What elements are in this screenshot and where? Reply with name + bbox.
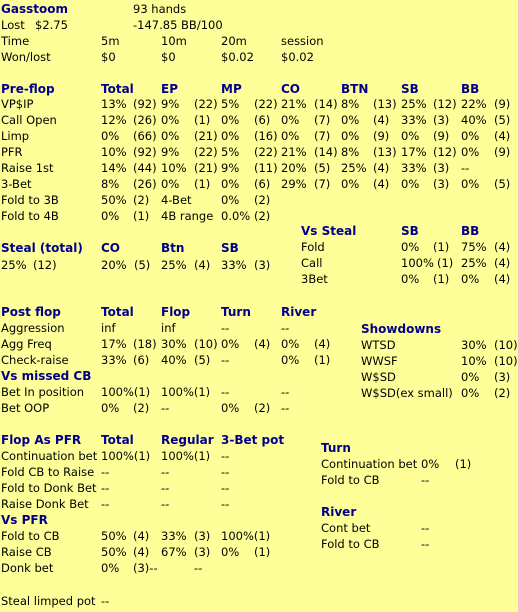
stat-count: (5) <box>194 353 211 367</box>
stat-value: 0% <box>401 129 420 143</box>
preflop-row-label: PFR <box>1 145 23 159</box>
stat-count: (3) <box>433 177 450 191</box>
stat-value: 40% <box>161 353 187 367</box>
stat-count: (1) <box>254 545 271 559</box>
stat-value: 67% <box>161 545 187 559</box>
stat-count: (4) <box>494 240 511 254</box>
stat-count: (1) <box>194 113 211 127</box>
vs-pfr-row-label: Raise CB <box>1 545 52 559</box>
stat-value: 0% <box>281 129 300 143</box>
vs-pfr-row-label: Donk bet <box>1 561 54 575</box>
stat-count: (3) <box>494 370 511 384</box>
stat-count: (66) <box>133 129 157 143</box>
stat-count: (3) <box>194 545 211 559</box>
flop-pfr-row-label: Fold to Donk Bet <box>1 481 97 495</box>
stat-count: (12) <box>433 97 457 111</box>
stat-count: (9) <box>433 129 450 143</box>
stat-value: 40% <box>461 113 487 127</box>
stat-value: 0% <box>101 209 120 223</box>
river-row-label: Cont bet <box>321 521 371 535</box>
vs-steal-col-bb: BB <box>461 224 480 238</box>
stat-count: (4) <box>254 337 271 351</box>
stat-value: 21% <box>281 145 307 159</box>
stat-count: (1) <box>314 353 331 367</box>
preflop-row-label: Fold to 3B <box>1 193 59 207</box>
preflop-row-label: Fold to 4B <box>1 209 59 223</box>
stat-value: 25% <box>401 97 427 111</box>
stat-value: 12% <box>101 113 127 127</box>
postflop-col-river: River <box>281 305 317 319</box>
stat-count: (5) <box>494 113 511 127</box>
stat-count: (11) <box>254 161 278 175</box>
stat-value: 9% <box>161 145 180 159</box>
stat-count: (7) <box>314 113 331 127</box>
stat-value: -- <box>161 465 170 479</box>
stat-value: 10% <box>161 161 187 175</box>
stat-count: (4) <box>494 129 511 143</box>
stat-value: 5% <box>221 97 240 111</box>
stat-value: -- <box>461 161 470 175</box>
stat-count: (3) <box>433 113 450 127</box>
stat-count: (1) <box>433 240 450 254</box>
stat-value: -- <box>161 497 170 511</box>
flop-pfr-row-label: Fold CB to Raise <box>1 465 95 479</box>
turn-row-label: Fold to CB <box>321 473 380 487</box>
stat-count: (10) <box>494 338 518 352</box>
stat-count: (6) <box>254 113 271 127</box>
stat-count: (2) <box>494 386 511 400</box>
steal-title: Steal (total) <box>1 241 83 255</box>
preflop-row-label: Limp <box>1 129 30 143</box>
stat-value: 33% <box>101 353 127 367</box>
vs-steal-row-label: 3Bet <box>301 272 328 286</box>
stat-value: 0% <box>281 113 300 127</box>
stat-value: 0% <box>161 113 180 127</box>
postflop-row-label: Aggression <box>1 321 65 335</box>
vs-steal-row-label: Call <box>301 256 323 270</box>
stat-value: -- <box>281 401 290 415</box>
stat-value: 0% <box>221 193 240 207</box>
stat-count: (10) <box>494 354 518 368</box>
stat-value: -- <box>221 497 230 511</box>
stat-value: -- <box>221 385 230 399</box>
stat-count: (4) <box>314 337 331 351</box>
stat-value: -- <box>221 449 230 463</box>
flop-pfr-col-total: Total <box>101 433 134 447</box>
stat-count: (18) <box>133 337 157 351</box>
stat-value: 9% <box>161 97 180 111</box>
stat-value: 5% <box>221 145 240 159</box>
stat-value: 0% <box>281 353 300 367</box>
stat-value: 20% <box>281 161 307 175</box>
stat-value: 0.0% <box>221 209 251 223</box>
stat-value: 0% <box>221 113 240 127</box>
stat-count: (44) <box>133 161 157 175</box>
stat-value: -- <box>421 537 430 551</box>
stat-value: 8% <box>341 97 360 111</box>
showdown-row-label: WTSD <box>361 338 396 352</box>
stat-value: 25% <box>461 256 487 270</box>
stat-value: 29% <box>281 177 307 191</box>
hands-count: 93 hands <box>133 2 187 16</box>
steal-col-sb: SB <box>221 241 239 255</box>
stat-count: (4) <box>373 113 390 127</box>
preflop-col-btn: BTN <box>341 82 369 96</box>
stat-value: 0% <box>461 272 480 286</box>
stat-count: (10) <box>194 337 218 351</box>
stat-value: 0% <box>421 457 440 471</box>
stat-count: (4) <box>373 161 390 175</box>
steal-limped-label: Steal limped pot <box>1 594 96 608</box>
stat-value: 0% <box>281 337 300 351</box>
postflop-col-total: Total <box>101 305 134 319</box>
stat-value: 0% <box>221 129 240 143</box>
flop-pfr-title: Flop As PFR <box>1 433 82 447</box>
flop-pfr-col-3bet: 3-Bet pot <box>221 433 285 447</box>
stat-value: -- <box>101 497 110 511</box>
stat-count: (2) <box>254 193 271 207</box>
stat-count: (5) <box>134 258 151 272</box>
stat-count: (9) <box>373 129 390 143</box>
river-row-label: Fold to CB <box>321 537 380 551</box>
stat-count: (21) <box>194 161 218 175</box>
preflop-row-label: VP$IP <box>1 97 34 111</box>
postflop-col-turn: Turn <box>221 305 251 319</box>
stat-count: (4) <box>494 272 511 286</box>
stat-count: (3) <box>433 161 450 175</box>
stat-value: 100%(1) <box>101 385 151 399</box>
stat-value: 17% <box>401 145 427 159</box>
fourbet-range-label: 4B range <box>161 209 214 223</box>
stat-count: (7) <box>314 129 331 143</box>
stat-value: 50% <box>101 545 127 559</box>
stat-value: 0% <box>461 145 480 159</box>
time-label: Time <box>1 34 30 48</box>
stat-value: 0% <box>101 129 120 143</box>
stat-count: (1) <box>194 177 211 191</box>
stat-count: (26) <box>133 177 157 191</box>
stat-value: inf <box>161 321 176 335</box>
stat-count: (3) <box>254 258 271 272</box>
stat-count: (4) <box>494 256 511 270</box>
stat-value: inf <box>101 321 116 335</box>
stat-value: 10% <box>461 354 487 368</box>
stat-count: (1) <box>455 457 472 471</box>
preflop-col-ep: EP <box>161 82 178 96</box>
time-col-5m: 5m <box>101 34 120 48</box>
turn-title: Turn <box>321 441 351 455</box>
vs-steal-title: Vs Steal <box>301 224 357 238</box>
stat-count: (2) <box>254 401 271 415</box>
stat-value: 14% <box>101 161 127 175</box>
vs-steal-col-sb: SB <box>401 224 419 238</box>
stat-count: (5) <box>314 161 331 175</box>
stat-value: 100%(1) <box>161 449 211 463</box>
stat-count: (3) <box>194 529 211 543</box>
vs-pfr-title: Vs PFR <box>1 513 48 527</box>
stat-count: (7) <box>314 177 331 191</box>
stat-count: (14) <box>314 97 338 111</box>
stat-count: (13) <box>373 97 397 111</box>
stat-value: 0% <box>461 370 480 384</box>
stat-value: 33% <box>161 529 187 543</box>
stat-value: -- <box>221 353 230 367</box>
showdowns-title: Showdowns <box>361 322 442 336</box>
stat-value: 0% <box>461 129 480 143</box>
stat-count: (92) <box>133 97 157 111</box>
stat-value: 0% <box>401 177 420 191</box>
stat-count: (13) <box>373 145 397 159</box>
stat-value: 75% <box>461 240 487 254</box>
stat-value: -- <box>194 561 203 575</box>
stat-value: 100% <box>401 256 434 270</box>
stat-value: 0% <box>221 545 240 559</box>
missed-cb-row-label: Bet In position <box>1 385 85 399</box>
showdown-row-label: W$SD <box>361 370 396 384</box>
wonlost-10m: $0 <box>161 50 176 64</box>
stat-count: (4) <box>194 258 211 272</box>
missed-cb-title: Vs missed CB <box>1 369 92 383</box>
stat-value: 0% <box>221 401 240 415</box>
stat-value: 0% <box>101 561 120 575</box>
showdown-row-label: WWSF <box>361 354 398 368</box>
steal-limped-value: -- <box>101 594 110 608</box>
stat-value: 25% <box>161 258 187 272</box>
wonlost-session: $0.02 <box>281 50 314 64</box>
steal-col-co: CO <box>101 241 121 255</box>
stat-value: 0% <box>221 177 240 191</box>
stat-value: -- <box>421 521 430 535</box>
postflop-row-label: Check-raise <box>1 353 69 367</box>
stat-value: 0% <box>161 129 180 143</box>
stat-value: -- <box>101 465 110 479</box>
preflop-col-total: Total <box>101 82 134 96</box>
stat-value: 0% <box>461 177 480 191</box>
stat-value: 0% <box>401 240 420 254</box>
wonlost-5m: $0 <box>101 50 116 64</box>
stat-value: 10% <box>101 145 127 159</box>
stat-value: 0% <box>341 113 360 127</box>
preflop-col-bb: BB <box>461 82 480 96</box>
time-col-session: session <box>281 34 324 48</box>
stat-value: 13% <box>101 97 127 111</box>
river-title: River <box>321 505 357 519</box>
stat-count: (22) <box>254 97 278 111</box>
preflop-col-mp: MP <box>221 82 242 96</box>
stat-value: 50% <box>101 529 127 543</box>
steal-col-btn: Btn <box>161 241 185 255</box>
stat-count: (16) <box>254 129 278 143</box>
stat-value: 20% <box>101 258 127 272</box>
stat-value: 8% <box>101 177 120 191</box>
stat-value: 0% <box>161 177 180 191</box>
time-col-20m: 20m <box>221 34 247 48</box>
fourbet-label: 4-Bet <box>161 193 192 207</box>
stat-count: (22) <box>194 145 218 159</box>
postflop-row-label: Agg Freq <box>1 337 52 351</box>
preflop-row-label: Raise 1st <box>1 161 54 175</box>
postflop-col-flop: Flop <box>161 305 191 319</box>
stat-count: (4) <box>133 545 150 559</box>
stat-value: -- <box>421 473 430 487</box>
steal-total-count: (12) <box>33 258 57 272</box>
turn-row-label: Continuation bet <box>321 457 418 471</box>
wonlost-label: Won/lost <box>1 50 51 64</box>
result-amount: $2.75 <box>35 18 68 32</box>
stat-count: (22) <box>254 145 278 159</box>
stat-count: (9) <box>494 97 511 111</box>
stat-value: 22% <box>461 97 487 111</box>
stat-value: 0% <box>101 401 120 415</box>
stat-value: 8% <box>341 145 360 159</box>
stat-value: 0% <box>221 337 240 351</box>
time-col-10m: 10m <box>161 34 187 48</box>
preflop-col-co: CO <box>281 82 301 96</box>
stat-count: (4) <box>373 177 390 191</box>
stat-value: -- <box>221 465 230 479</box>
stat-value: 100%(1) <box>161 385 211 399</box>
stat-count: (1) <box>433 272 450 286</box>
result-label: Lost <box>1 18 25 32</box>
stat-count: (2) <box>133 193 150 207</box>
stat-count: (2) <box>254 209 271 223</box>
stat-value: -- <box>221 481 230 495</box>
vs-pfr-row-label: Fold to CB <box>1 529 60 543</box>
stat-value: 100%(1) <box>221 529 271 543</box>
stat-value: 100%(1) <box>101 449 151 463</box>
stat-value: 9% <box>221 161 240 175</box>
stat-value: 33% <box>401 113 427 127</box>
stat-count: (5) <box>494 177 511 191</box>
preflop-col-sb: SB <box>401 82 419 96</box>
preflop-title: Pre-flop <box>1 82 55 96</box>
stat-value: 25% <box>341 161 367 175</box>
preflop-row-label: Call Open <box>1 113 57 127</box>
stat-value: -- <box>221 321 230 335</box>
stat-count: (92) <box>133 145 157 159</box>
stat-value: 0% <box>461 386 480 400</box>
stat-count: (26) <box>133 113 157 127</box>
stat-value: 21% <box>281 97 307 111</box>
stat-value: -- <box>101 481 110 495</box>
stat-count: (12) <box>433 145 457 159</box>
stat-value: -- <box>281 385 290 399</box>
stat-count: (9) <box>494 145 511 159</box>
stat-count: (6) <box>254 177 271 191</box>
stat-value: -- <box>161 401 170 415</box>
steal-total-value: 25% <box>1 258 27 272</box>
stat-count: (2) <box>133 401 150 415</box>
stat-count: (6) <box>133 353 150 367</box>
stat-value: 50% <box>101 193 127 207</box>
stat-count: (22) <box>194 97 218 111</box>
stat-value: 33% <box>221 258 247 272</box>
stat-value: -- <box>281 321 290 335</box>
wonlost-20m: $0.02 <box>221 50 254 64</box>
vs-steal-row-label: Fold <box>301 240 325 254</box>
postflop-title: Post flop <box>1 305 61 319</box>
stat-value: 33% <box>401 161 427 175</box>
stat-value: 30% <box>161 337 187 351</box>
flop-pfr-row-label: Raise Donk Bet <box>1 497 89 511</box>
stat-value: 30% <box>461 338 487 352</box>
stat-count: (4) <box>133 529 150 543</box>
stat-value: 0% <box>341 177 360 191</box>
stat-value: 0% <box>341 129 360 143</box>
bb-rate: -147.85 BB/100 <box>133 18 223 32</box>
missed-cb-row-label: Bet OOP <box>1 401 50 415</box>
showdown-row-label: W$SD(ex small) <box>361 386 453 400</box>
stat-value: 0% <box>401 272 420 286</box>
player-name: Gasstoom <box>1 2 68 16</box>
stat-count: (21) <box>194 129 218 143</box>
stat-value: 17% <box>101 337 127 351</box>
stat-count: (3)-- <box>133 561 158 575</box>
stat-count: (1) <box>133 209 150 223</box>
stat-value: -- <box>161 481 170 495</box>
stat-count: (14) <box>314 145 338 159</box>
preflop-row-label: 3-Bet <box>1 177 32 191</box>
flop-pfr-row-label: Continuation bet <box>1 449 98 463</box>
flop-pfr-col-regular: Regular <box>161 433 214 447</box>
stat-count: (1) <box>437 256 454 270</box>
